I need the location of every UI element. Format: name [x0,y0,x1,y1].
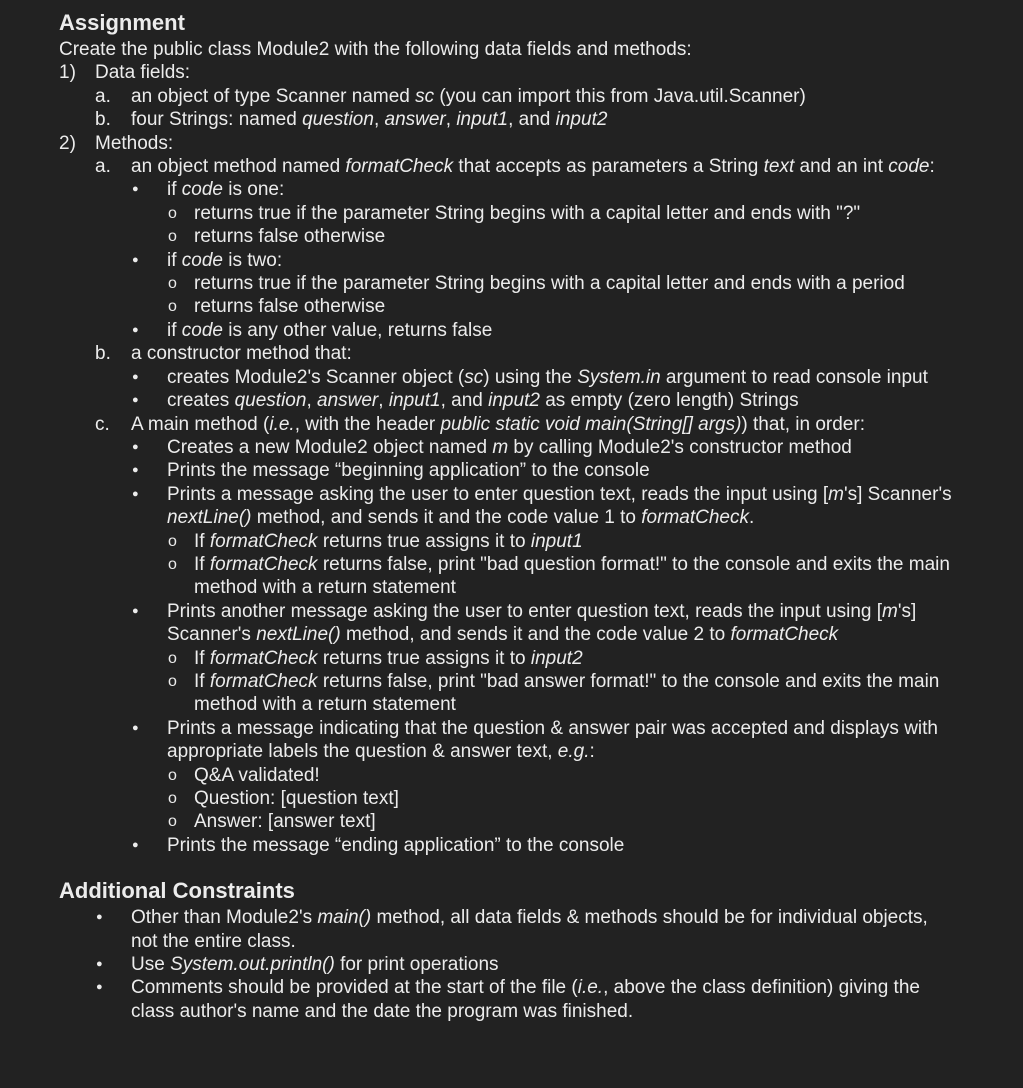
text: four Strings: named [131,109,303,131]
text: 's] [897,600,917,622]
text: as empty (zero length) Strings [539,390,799,412]
code-term: sc [415,85,435,107]
text: returns false otherwise [194,296,386,318]
code-term: question [234,390,307,412]
text: , and [508,109,556,131]
list-marker: 1) [59,62,76,84]
text: if [167,179,182,201]
circle-bullet-icon: o [168,766,177,784]
text: returns true assigns it to [317,530,531,552]
code-term: formatCheck [209,670,318,692]
code-term: answer [384,109,446,131]
text: , [373,109,385,131]
text: that accepts as parameters a String [453,156,764,178]
circle-bullet-icon: o [168,275,177,293]
text: returns true if the parameter String begins with a capital letter and ends with "?" [194,202,861,224]
code-term: m [492,436,509,458]
sub-bullet-item [59,295,993,318]
text: is two: [222,249,283,271]
text: is one: [222,179,285,201]
bullet-icon: ● [132,323,139,336]
circle-bullet-icon: o [168,813,177,831]
bullet-icon: ● [132,721,139,734]
list-item [59,342,993,365]
bullet-item [59,249,993,272]
text: ) using the [483,366,578,388]
bullet-icon: ● [132,838,139,851]
text: 's] Scanner's [844,483,952,505]
text: Comments should be provided at the start of the file ( [131,977,578,999]
circle-bullet-icon: o [168,204,177,222]
code-term: main() [317,907,372,929]
code-term: input1 [456,109,509,131]
section-methods [59,132,993,155]
code-term: text [763,156,795,178]
text: method with a return statement [194,694,456,716]
constraint-item [59,906,993,953]
text: is any other value, returns false [222,319,493,341]
text: and an int [794,156,889,178]
code-term: m [882,600,898,622]
sub-bullet-item [59,202,993,225]
text: Use [131,954,171,976]
text: returns true assigns it to [317,647,531,669]
list-marker: a. [95,85,111,107]
section-label: Methods: [95,132,174,154]
bullet-icon: ● [96,981,103,994]
bullet-icon: ● [132,183,139,196]
text: If [194,647,210,669]
bullet-item [59,483,993,530]
sub-bullet-item [59,530,993,553]
code-term: code [181,249,223,271]
text: If [194,553,210,575]
text: : [589,741,595,763]
bullet-item [59,436,993,459]
code-term: formatCheck [209,647,318,669]
text: returns false otherwise [194,226,386,248]
code-term: question [302,109,374,131]
text: returns false, print "bad answer format!" to the console and exits the main [317,670,940,692]
list-marker: 2) [59,132,76,154]
bullet-icon: ● [132,487,139,500]
text: if [167,249,182,271]
text: a constructor method that: [131,343,352,365]
section-label: Data fields: [95,62,191,84]
bullet-item [59,319,993,342]
text: Creates a new Module2 object named [167,436,493,458]
text: , [378,390,389,412]
text: . [748,507,755,529]
code-term: formatCheck [209,530,318,552]
code-term: formatCheck [730,624,839,646]
emphasis: i.e. [577,977,604,999]
code-term: code [888,156,930,178]
text: class author's name and the date the program was finished. [131,1000,634,1022]
sub-bullet-item [59,553,993,600]
bullet-item [59,366,993,389]
section-data-fields [59,61,993,84]
circle-bullet-icon: o [168,298,177,316]
text: an object of type Scanner named [131,85,416,107]
list-item [59,108,993,131]
text: Prints the message “ending application” to the console [167,834,625,856]
sub-bullet-item [59,225,993,248]
bullet-icon: ● [132,464,139,477]
text: returns false, print "bad question format!" to the console and exits the main [317,553,950,575]
circle-bullet-icon: o [168,672,177,690]
constraint-item [59,953,993,976]
code-term: input2 [530,647,583,669]
list-marker: b. [95,109,111,131]
text: ) that, in order: [741,413,865,435]
bullet-item [59,459,993,482]
additional-constraints-heading: Additional Constraints [59,878,295,904]
circle-bullet-icon: o [168,649,177,667]
intro-text: Create the public class Module2 with the following data fields and methods: [59,39,692,60]
code-term: code [181,319,223,341]
emphasis: e.g. [557,741,590,763]
text: for print operations [334,954,499,976]
list-marker: b. [95,343,111,365]
bullet-icon: ● [132,440,139,453]
text: Question: [question text] [194,788,399,809]
text: creates [167,390,235,412]
assignment-heading: Assignment [59,10,185,35]
text: method, and sends it and the code value 1 to [251,507,642,529]
text: creates Module2's Scanner object ( [167,366,465,388]
code-term: code [181,179,223,201]
text: if [167,319,182,341]
circle-bullet-icon: o [168,790,177,807]
circle-bullet-icon: o [168,555,177,573]
code-term: public static void main(String[] args) [440,413,742,435]
code-term: formatCheck [209,553,318,575]
bullet-icon: ● [132,370,139,383]
text: an object method named [131,156,346,178]
bullet-icon: ● [132,253,139,266]
text: , and [440,390,489,412]
circle-bullet-icon: o [168,228,177,246]
list-item [59,85,993,108]
text: : [929,156,935,178]
text: Prints a message asking the user to enter question text, reads the input using [ [167,483,829,505]
sub-bullet-item [59,272,993,295]
sub-bullet-item [59,810,993,833]
sub-bullet-item [59,670,993,717]
text: method, and sends it and the code value 2 to [340,624,731,646]
text: , with the header [294,413,441,435]
text: If [194,530,210,552]
code-term: formatCheck [641,507,749,529]
text: A main method ( [131,413,270,435]
text: method, all data fields & methods should be for individual objects, [371,907,928,929]
code-term: nextLine() [167,507,252,529]
code-term: System.in [577,366,661,388]
list-item [59,413,993,436]
bullet-icon: ● [96,958,103,971]
text: Other than Module2's [131,907,318,929]
bullet-item [59,834,993,857]
text: If [194,670,210,692]
text: not the entire class. [131,930,296,952]
text: Prints another message asking the user to enter question text, reads the input using [ [167,600,883,622]
text: appropriate labels the question & answer text, [167,741,558,763]
text: by calling Module2's constructor method [508,436,852,458]
text: Scanner's [167,624,257,646]
list-marker: c. [95,413,110,435]
bullet-icon: ● [132,604,139,617]
code-term: input2 [555,109,608,131]
text: Prints the message “beginning application” to the console [167,460,650,482]
bullet-item [59,600,993,647]
bullet-item [59,178,993,201]
bullet-item [59,717,993,764]
text: argument to read console input [660,366,928,388]
text: (you can import this from Java.util.Scanner) [434,85,806,107]
bullet-icon: ● [132,394,139,407]
sub-bullet-item [59,764,993,787]
text: Answer: [answer text] [194,811,376,833]
list-marker: a. [95,156,111,178]
list-item [59,155,993,178]
code-term: m [828,483,844,505]
constraint-item [59,976,993,1023]
code-term: sc [464,366,484,388]
circle-bullet-icon: o [168,532,177,550]
code-term: input1 [530,530,583,552]
bullet-item [59,389,993,412]
code-term: System.out.println() [170,954,335,976]
code-term: answer [317,390,379,412]
code-term: formatCheck [345,156,454,178]
text: , [306,390,317,412]
sub-bullet-item [59,647,993,670]
code-term: input2 [488,390,540,412]
sub-bullet-item [59,787,993,810]
text: , [445,109,457,131]
code-term: nextLine() [256,624,341,646]
text: returns true if the parameter String begins with a capital letter and ends with a period [194,273,905,295]
emphasis: i.e. [269,413,295,435]
text: Prints a message indicating that the question & answer pair was accepted and displays with [167,717,938,739]
text: method with a return statement [194,577,456,599]
text: , above the class definition) giving the [603,977,920,999]
text: Q&A validated! [194,764,320,786]
code-term: input1 [388,390,441,412]
bullet-icon: ● [96,911,103,924]
